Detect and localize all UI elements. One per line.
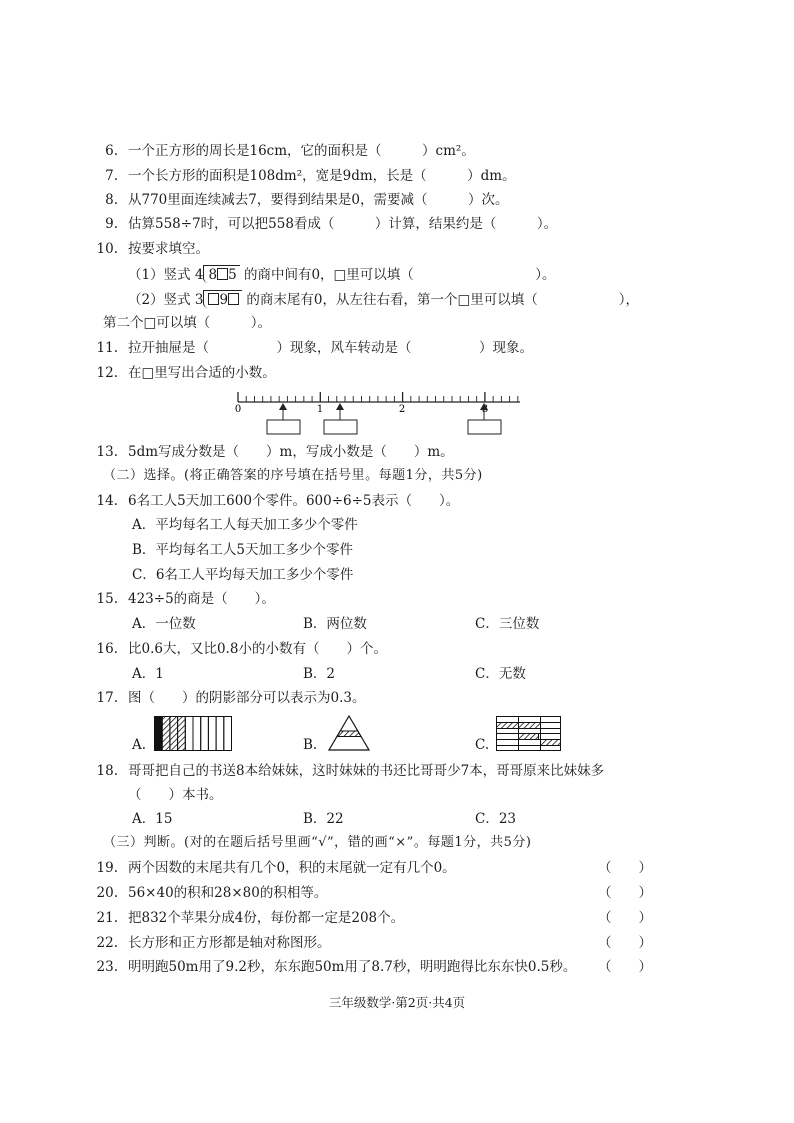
question-text: 一个正方形的周长是16cm，它的面积是（ ）cm²。 — [128, 143, 475, 159]
strip — [208, 717, 216, 751]
strip-shaded — [170, 717, 178, 751]
part-2-prefix: （2）竖式 3 — [128, 292, 204, 308]
question-18-continued: （ ）本书。 — [128, 787, 223, 803]
option-b: B．两位数 — [303, 616, 367, 632]
question-text: 56×40的积和28×80的积相等。 — [128, 885, 328, 901]
number-line-ticks — [238, 392, 518, 402]
blank-square — [228, 293, 239, 305]
blank-square — [217, 268, 228, 280]
triangle-shaded-band — [337, 731, 361, 737]
question-text: 423÷5的商是（ ）。 — [128, 591, 275, 607]
question-number: 8. — [105, 192, 118, 208]
question-text: 哥哥把自己的书送8本给妹妹，这时妹妹的书还比哥哥少7本，哥哥原来比妹妹多 — [128, 763, 605, 779]
option-a: A．1 — [132, 666, 164, 682]
question-10-part-2 — [128, 290, 639, 309]
section-3-heading: （三）判断。(对的在题后括号里画“√”，错的画“×”。每题1分，共5分) — [103, 835, 532, 850]
answer-parentheses[interactable]: （ ） — [598, 860, 652, 876]
strip — [155, 717, 163, 751]
answer-box-2 — [324, 420, 357, 434]
question-number: 11. — [96, 340, 118, 356]
question-number: 14. — [96, 493, 118, 509]
part-3-text: 第二个□可以填（ ）。 — [103, 315, 272, 331]
question-number: 18. — [96, 763, 118, 779]
dividend-digit: 9 — [219, 292, 229, 308]
question-text: 按要求填空。 — [128, 241, 209, 257]
question-text: 长方形和正方形都是轴对称图形。 — [128, 935, 331, 951]
question-number: 21. — [96, 910, 118, 926]
option-c: C．6名工人平均每天加工多少个零件 — [132, 567, 354, 583]
option-a: A．平均每名工人每天加工多少个零件 — [132, 517, 358, 533]
answer-parentheses[interactable]: （ ） — [598, 910, 652, 926]
strip-shaded — [162, 717, 170, 751]
question-number: 16. — [96, 641, 118, 657]
question-text: 5dm写成分数是（ ）m，写成小数是（ ）m。 — [128, 444, 454, 460]
grid-lines — [496, 716, 561, 751]
question-10-part-3 — [103, 314, 271, 332]
answer-parentheses[interactable]: （ ） — [598, 959, 652, 975]
figure-a-strips — [154, 716, 234, 752]
option-c: C．三位数 — [475, 616, 540, 632]
strip — [201, 717, 209, 751]
option-a: A．15 — [132, 811, 173, 827]
question-number: 20. — [96, 885, 118, 901]
answer-box-3 — [468, 420, 501, 434]
figure-a-strip-group — [155, 717, 232, 751]
question-number: 7. — [105, 168, 118, 184]
question-text: 估算558÷7时，可以把558看成（ ）计算，结果约是（ ）。 — [128, 216, 558, 232]
answer-parentheses[interactable]: （ ） — [598, 885, 652, 901]
question-10-part-1 — [128, 265, 556, 284]
question-text: 从770里面连续减去7，要得到结果是0，需要减（ ）次。 — [128, 192, 509, 208]
option-c: C．无数 — [475, 666, 526, 682]
answer-arrow-1 — [279, 403, 287, 420]
strip — [224, 717, 232, 751]
strip — [185, 717, 193, 751]
part-2-text: 的商末尾有0，从左往右看，第一个□里可以填（ ）， — [242, 292, 639, 308]
question-number: 23. — [96, 959, 118, 975]
question-number: 10. — [96, 241, 118, 257]
section-2-heading: （二）选择。(将正确答案的序号填在括号里。每题1分，共5分) — [103, 468, 483, 483]
question-text: 明明跑50m用了9.2秒，东东跑50m用了8.7秒，明明跑得比东东快0.5秒。 — [128, 959, 577, 975]
question-number: 22. — [96, 935, 118, 951]
question-number: 13. — [96, 444, 118, 460]
option-a: A．一位数 — [132, 616, 196, 632]
grid-shaded-cell — [519, 734, 539, 740]
long-division-bracket — [203, 265, 239, 284]
option-b-label: B. — [303, 737, 318, 753]
dividend-digit: 5 — [228, 267, 237, 283]
part-1-prefix: （1）竖式 4 — [128, 267, 204, 283]
option-b: B．平均每名工人5天加工多少个零件 — [132, 542, 354, 558]
ruler-label-2: 2 — [398, 404, 406, 415]
page-footer: 三年级数学·第2页·共4页 — [328, 995, 466, 1010]
question-text: 图（ ）的阴影部分可以表示为0.3。 — [128, 690, 366, 706]
ruler-label-1: 1 — [316, 404, 324, 415]
option-a-label: A. — [132, 737, 147, 753]
part-1-text: 的商中间有0，□里可以填（ ）。 — [239, 267, 556, 283]
strip-shaded — [178, 717, 186, 751]
option-b: B．2 — [303, 666, 336, 682]
question-text: 一个长方形的面积是108dm²，宽是9dm，长是（ ）dm。 — [128, 168, 516, 184]
question-text: 在□里写出合适的小数。 — [128, 365, 276, 381]
option-c-label: C. — [475, 737, 490, 753]
question-number: 12. — [96, 365, 118, 381]
question-text: 6名工人5天加工600个零件。600÷6÷5表示（ ）。 — [128, 493, 460, 509]
option-c: C．23 — [475, 811, 517, 827]
strip — [216, 717, 224, 751]
blank-square — [208, 293, 219, 305]
question-number: 9. — [105, 216, 118, 232]
strip — [193, 717, 201, 751]
number-line-figure — [232, 384, 522, 440]
question-number: 6. — [105, 143, 118, 159]
question-text: 拉开抽屉是（ ）现象，风车转动是（ ）现象。 — [128, 340, 533, 356]
option-b: B．22 — [303, 811, 344, 827]
figure-b-triangle — [326, 714, 372, 752]
ruler-label-0: 0 — [234, 404, 242, 415]
long-division-bracket — [203, 290, 242, 309]
answer-arrow-2 — [336, 403, 344, 420]
question-number: 17. — [96, 690, 118, 706]
grid-shaded-cell — [519, 723, 541, 729]
question-text: 比0.6大，又比0.8小的小数有（ ）个。 — [128, 641, 387, 657]
grid-shaded-cell — [541, 740, 561, 746]
question-text: 把832个苹果分成4份，每份都一定是208个。 — [128, 910, 405, 926]
grid-shaded-cell — [497, 723, 519, 729]
question-number: 15. — [96, 591, 118, 607]
question-number: 19. — [96, 860, 118, 876]
dividend-digit: 8 — [208, 267, 218, 283]
answer-box-1 — [267, 420, 300, 434]
figure-c-grid — [496, 716, 562, 752]
answer-parentheses[interactable]: （ ） — [598, 935, 652, 951]
question-text: 两个因数的末尾共有几个0，积的末尾就一定有几个0。 — [128, 860, 456, 876]
